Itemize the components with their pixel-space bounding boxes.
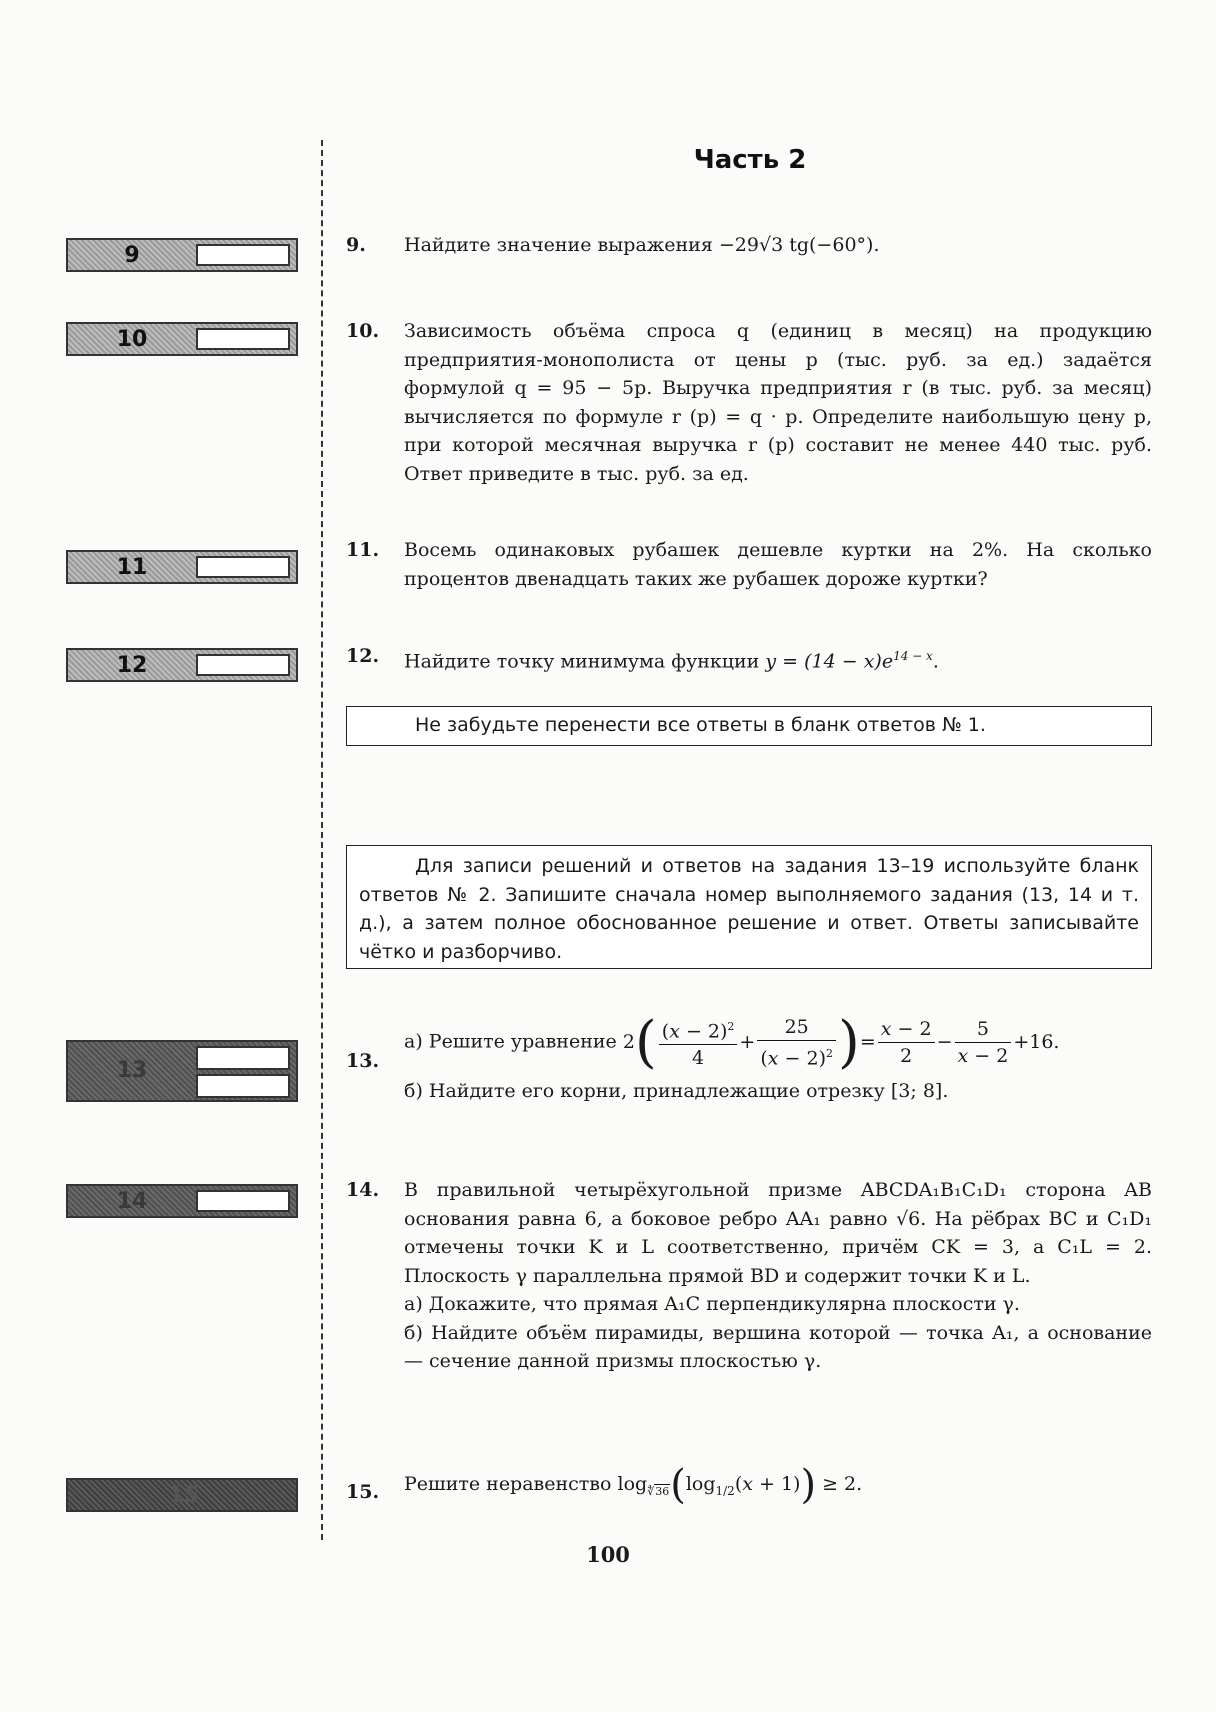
task-15 <box>346 1461 1152 1508</box>
answer-box-label: 13 <box>116 1058 148 1083</box>
notice-text: Не забудьте перенести все ответы в бланк ответов № 1. <box>415 714 986 736</box>
answer-field[interactable] <box>196 328 290 350</box>
answer-box-label: 14 <box>116 1189 148 1214</box>
task-text: В правильной четырёхугольной призме ABCDA₁B₁C₁D₁ сторона AB основания равна 6, а боковое ребро AA₁ равно √6. На рёбрах BC и C₁D₁ отмечены точки K и L соответственно, причём CK = 3, а C₁L = 2. Плоскость γ параллельна прямой BD и содержит точки K и L. <box>404 1179 1152 1287</box>
answer-box-14 <box>66 1184 298 1218</box>
answer-box-label: 11 <box>116 555 148 580</box>
answer-box-12 <box>66 648 298 682</box>
notice-text: Для записи решений и ответов на задания 13–19 используйте бланк ответов № 2. Запишите сначала номер выполняемого задания (13, 14 и т. д.), а затем полное обоснованное решение и ответ. Ответы записывайте чётко и разборчиво. <box>359 855 1139 963</box>
answer-field[interactable] <box>196 244 290 266</box>
task-part-a: а) Докажите, что прямая A₁C перпендикулярна плоскости γ. <box>404 1293 1020 1315</box>
task-12 <box>346 642 1152 676</box>
page-number: 100 <box>586 1542 630 1567</box>
answer-box-label: 15 <box>168 1483 200 1508</box>
task-text: Решите неравенство <box>404 1473 612 1495</box>
task-formula: −29√3 tg(−60°). <box>718 234 880 256</box>
answer-box-11 <box>66 550 298 584</box>
task-text: Зависимость объёма спроса q (единиц в месяц) на продукцию предприятия-монополиста от цены p (тыс. руб. за ед.) задаётся формулой q = 95 − 5p. Выручка предприятия r (в тыс. руб. за месяц) вычисляется по формуле r (p) = q · p. Определите наибольшую цену p, при которой месячная выручка r (p) составит не менее 440 тыс. руб. Ответ приведите в тыс. руб. за ед. <box>404 320 1152 485</box>
task-text: Найдите точку минимума функции <box>404 650 760 673</box>
answer-box-label: 10 <box>116 327 148 352</box>
task-10 <box>346 317 1152 488</box>
task-text: Найдите значение выражения <box>404 234 713 256</box>
task-14 <box>346 1176 1152 1376</box>
task-13 <box>346 1009 1152 1106</box>
task-number: 12. <box>346 645 380 667</box>
answer-box-9 <box>66 238 298 272</box>
page-title: Часть 2 <box>693 145 807 175</box>
answer-field[interactable] <box>196 556 290 578</box>
task-formula: y = (14 − x)e <box>765 650 894 673</box>
task-number: 11. <box>346 539 380 561</box>
task-number: 13. <box>346 1050 380 1072</box>
task-part-b: б) Найдите объём пирамиды, вершина которой — точка A₁, а основание — сечение данной призмы плоскостью γ. <box>404 1321 1152 1372</box>
task-9 <box>346 231 1152 260</box>
answer-box-10 <box>66 322 298 356</box>
cut-line <box>321 140 323 1540</box>
answer-field[interactable] <box>196 1190 290 1212</box>
task-part-b: б) Найдите его корни, принадлежащие отрезку [3; 8]. <box>404 1080 949 1103</box>
task-11 <box>346 536 1152 593</box>
task-number: 15. <box>346 1481 380 1503</box>
answer-box-15 <box>66 1478 298 1512</box>
inequality: $\log_{∜36}(\log_{1/2}(x + 1)) \ge 2$. <box>617 1461 863 1508</box>
equation: 2( $\frac{(x - 2)^2}{4}$ + $\frac{25}{(x - 2)^2}$ )= $\frac{x - 2}{2}$ − $\frac{5}{x - 2}$ +16. <box>622 1009 1060 1075</box>
task-number: 14. <box>346 1179 380 1201</box>
answer-box-label: 12 <box>116 653 148 678</box>
task-number: 9. <box>346 234 366 256</box>
task-text: Восемь одинаковых рубашек дешевле куртки на 2%. На сколько процентов двенадцать таких же рубашек дороже куртки? <box>404 539 1152 590</box>
task-part-a: а) Решите уравнение <box>404 1030 617 1053</box>
task-formula-end: . <box>932 650 939 673</box>
notice-transfer-answers <box>346 706 1152 746</box>
answer-box-label: 9 <box>124 243 140 268</box>
task-number: 10. <box>346 320 380 342</box>
answer-box-13 <box>66 1040 298 1102</box>
answer-field[interactable] <box>196 654 290 676</box>
task-formula-exponent: 14 − x <box>893 649 933 663</box>
notice-solutions <box>346 845 1152 969</box>
answer-field-a[interactable] <box>196 1046 290 1070</box>
answer-field-b[interactable] <box>196 1074 290 1098</box>
